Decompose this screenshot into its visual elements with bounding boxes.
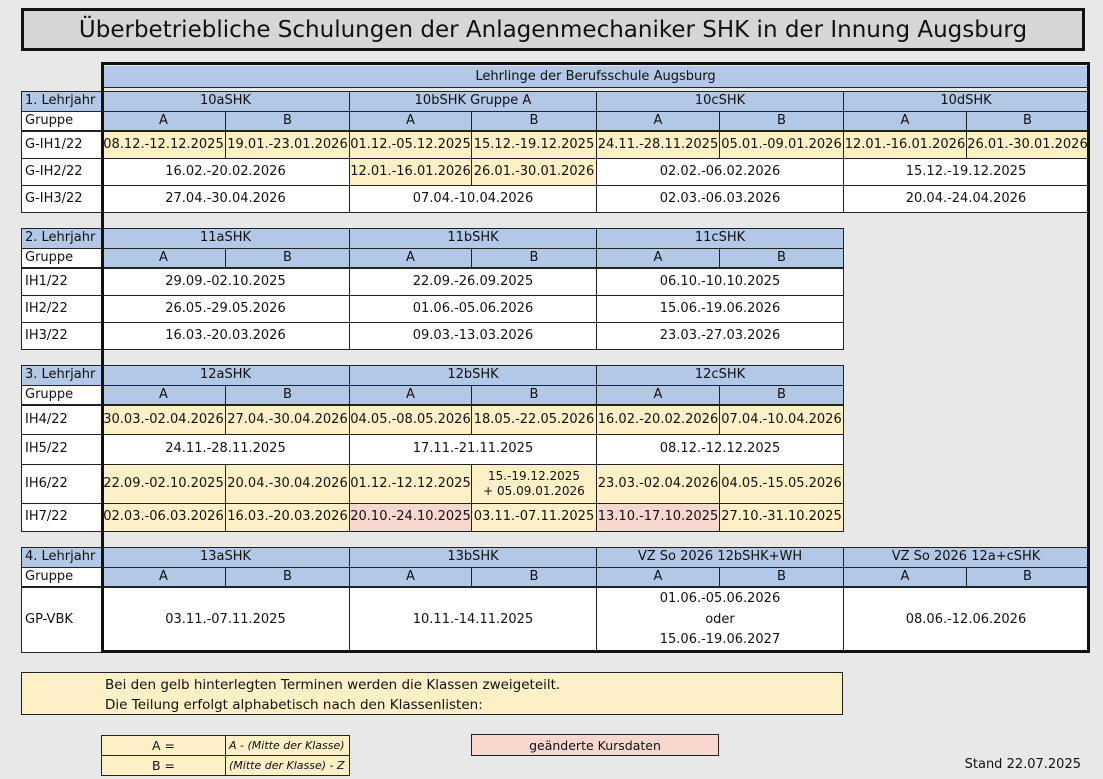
date-cell: 02.02.-06.02.2026: [596, 158, 844, 186]
legend-a-value-text: A - (Mitte der Klasse): [229, 739, 345, 752]
row-label: G-IH1/22: [21, 131, 102, 159]
class-header: 10bSHK Gruppe A: [349, 91, 597, 112]
legend-a-key: A =: [101, 735, 226, 756]
date-cell-line-3: 15.06.-19.06.2027: [659, 632, 781, 648]
group-subheader: A: [101, 111, 226, 131]
date-cell: 22.09.-26.09.2025: [349, 268, 597, 296]
date-cell: 16.02.-20.02.2026: [101, 158, 350, 186]
date-cell: 01.12.-12.12.2025: [349, 464, 472, 504]
split-note-line-2: Die Teilung erfolgt alphabetisch nach den Klassenlisten:: [105, 696, 483, 713]
group-subheader: A: [596, 111, 720, 131]
date-cell: 26.05.-29.05.2026: [101, 295, 350, 323]
group-subheader: B: [471, 111, 597, 131]
year-label: 4. Lehrjahr: [21, 547, 102, 568]
banner: Lehrlinge der Berufsschule Augsburg: [104, 66, 1087, 88]
date-cell: 30.03.-02.04.2026: [101, 405, 226, 435]
date-cell: 27.10.-31.10.2025: [719, 503, 844, 532]
class-header: 13aSHK: [101, 547, 350, 568]
date-cell: 01.06.-05.06.2026: [349, 295, 597, 323]
date-cell: 07.04.-10.04.2026: [719, 405, 844, 435]
group-subheader: A: [349, 567, 472, 587]
date-cell: 04.05.-08.05.2026: [349, 405, 472, 435]
date-cell-line-1: 01.06.-05.06.2026: [659, 590, 781, 606]
date-cell: 20.10.-24.10.2025: [349, 503, 472, 532]
date-cell: 23.03.-27.03.2026: [596, 322, 844, 350]
date-cell: 20.04.-30.04.2026: [225, 464, 350, 504]
group-subheader: A: [843, 111, 967, 131]
date-cell-line-1: 15.-19.12.2025: [487, 469, 581, 483]
date-cell: 08.12.-12.12.2025: [101, 131, 226, 159]
date-cell: [471, 464, 597, 504]
date-cell: 08.06.-12.06.2026: [843, 587, 1089, 653]
date-cell: 24.11.-28.11.2025: [101, 434, 350, 465]
date-cell: 09.03.-13.03.2026: [349, 322, 597, 350]
class-header: 10cSHK: [596, 91, 844, 112]
group-subheader: B: [225, 111, 350, 131]
class-header: 12aSHK: [101, 365, 350, 386]
date-cell: 16.03.-20.03.2026: [225, 503, 350, 532]
group-subheader: B: [471, 248, 597, 268]
class-header: 13bSHK: [349, 547, 597, 568]
row-label: IH7/22: [21, 503, 102, 532]
date-cell: 03.11.-07.11.2025: [101, 587, 350, 653]
date-cell-line-2: + 05.09.01.2026: [483, 484, 585, 498]
date-cell: 10.11.-14.11.2025: [349, 587, 597, 653]
date-cell: 13.10.-17.10.2025: [596, 503, 720, 532]
date-cell: 15.12.-19.12.2025: [471, 131, 597, 159]
group-subheader: B: [471, 567, 597, 587]
row-label: IH5/22: [21, 434, 102, 465]
legend-b-value-text: (Mitte der Klasse) - Z: [229, 759, 345, 772]
year-label: 3. Lehrjahr: [21, 365, 102, 386]
date-cell-line-2: oder: [705, 611, 735, 627]
class-header: VZ So 2026 12bSHK+WH: [596, 547, 844, 568]
group-subheader: A: [349, 385, 472, 405]
group-subheader: B: [966, 111, 1089, 131]
group-subheader: B: [225, 385, 350, 405]
date-cell: 12.01.-16.01.2026: [843, 131, 967, 159]
row-label: IH4/22: [21, 405, 102, 435]
page-title: Überbetriebliche Schulungen der Anlagenmechaniker SHK in der Innung Augsburg: [21, 8, 1085, 51]
date-cell: 23.03.-02.04.2026: [596, 464, 720, 504]
class-header: 11bSHK: [349, 228, 597, 249]
split-note: [21, 672, 843, 715]
class-header: VZ So 2026 12a+cSHK: [843, 547, 1089, 568]
date-cell: 03.11.-07.11.2025: [471, 503, 597, 532]
group-subheader: B: [719, 385, 844, 405]
row-label: IH6/22: [21, 464, 102, 504]
year-label: 2. Lehrjahr: [21, 228, 102, 249]
gruppe-label: Gruppe: [21, 248, 102, 268]
group-subheader: A: [596, 248, 720, 268]
date-cell: 18.05.-22.05.2026: [471, 405, 597, 435]
group-subheader: A: [349, 248, 472, 268]
date-cell: 02.03.-06.03.2026: [596, 185, 844, 213]
row-label: GP-VBK: [21, 587, 102, 653]
class-header: 11aSHK: [101, 228, 350, 249]
group-subheader: A: [101, 248, 226, 268]
group-subheader: B: [966, 567, 1089, 587]
date-cell: 05.01.-09.01.2026: [719, 131, 844, 159]
legend-b-key: B =: [101, 755, 226, 776]
frame-top-border: [101, 62, 1090, 65]
date-cell: 08.12.-12.12.2025: [596, 434, 844, 465]
row-label: G-IH3/22: [21, 185, 102, 213]
group-subheader: A: [843, 567, 967, 587]
date-cell: 12.01.-16.01.2026: [349, 158, 472, 186]
date-cell: 02.03.-06.03.2026: [101, 503, 226, 532]
group-subheader: B: [719, 111, 844, 131]
date-cell: 27.04.-30.04.2026: [101, 185, 350, 213]
class-header: 10aSHK: [101, 91, 350, 112]
date-cell: 27.04.-30.04.2026: [225, 405, 350, 435]
gruppe-label: Gruppe: [21, 385, 102, 405]
date-cell: 07.04.-10.04.2026: [349, 185, 597, 213]
stand-date: Stand 22.07.2025: [964, 757, 1081, 772]
date-cell: 24.11.-28.11.2025: [596, 131, 720, 159]
class-header: 11cSHK: [596, 228, 844, 249]
date-cell: 16.03.-20.03.2026: [101, 322, 350, 350]
date-cell: [596, 587, 844, 653]
group-subheader: A: [596, 385, 720, 405]
legend-a-value: [225, 735, 350, 756]
year-label: 1. Lehrjahr: [21, 91, 102, 112]
class-header: 10dSHK: [843, 91, 1089, 112]
date-cell: 22.09.-02.10.2025: [101, 464, 226, 504]
group-subheader: B: [719, 248, 844, 268]
date-cell: 06.10.-10.10.2025: [596, 268, 844, 296]
row-label: IH2/22: [21, 295, 102, 323]
date-cell: 29.09.-02.10.2025: [101, 268, 350, 296]
class-header: 12cSHK: [596, 365, 844, 386]
gruppe-label: Gruppe: [21, 567, 102, 587]
group-subheader: A: [101, 567, 226, 587]
date-cell: 15.12.-19.12.2025: [843, 158, 1089, 186]
date-cell: 20.04.-24.04.2026: [843, 185, 1089, 213]
date-cell: 19.01.-23.01.2026: [225, 131, 350, 159]
row-label: G-IH2/22: [21, 158, 102, 186]
row-label: IH3/22: [21, 322, 102, 350]
split-note-line-1: Bei den gelb hinterlegten Terminen werden die Klassen zweigeteilt.: [105, 677, 561, 693]
date-cell: 04.05.-15.05.2026: [719, 464, 844, 504]
legend-b-value: [225, 755, 350, 776]
legend-changed: geänderte Kursdaten: [471, 734, 719, 756]
date-cell: 16.02.-20.02.2026: [596, 405, 720, 435]
group-subheader: A: [596, 567, 720, 587]
gruppe-label: Gruppe: [21, 111, 102, 131]
group-subheader: A: [349, 111, 472, 131]
date-cell: 26.01.-30.01.2026: [966, 131, 1089, 159]
group-subheader: B: [471, 385, 597, 405]
group-subheader: A: [101, 385, 226, 405]
row-label: IH1/22: [21, 268, 102, 296]
date-cell: 01.12.-05.12.2025: [349, 131, 472, 159]
group-subheader: B: [225, 248, 350, 268]
date-cell: 17.11.-21.11.2025: [349, 434, 597, 465]
date-cell: 26.01.-30.01.2026: [471, 158, 597, 186]
group-subheader: B: [719, 567, 844, 587]
class-header: 12bSHK: [349, 365, 597, 386]
group-subheader: B: [225, 567, 350, 587]
date-cell: 15.06.-19.06.2026: [596, 295, 844, 323]
